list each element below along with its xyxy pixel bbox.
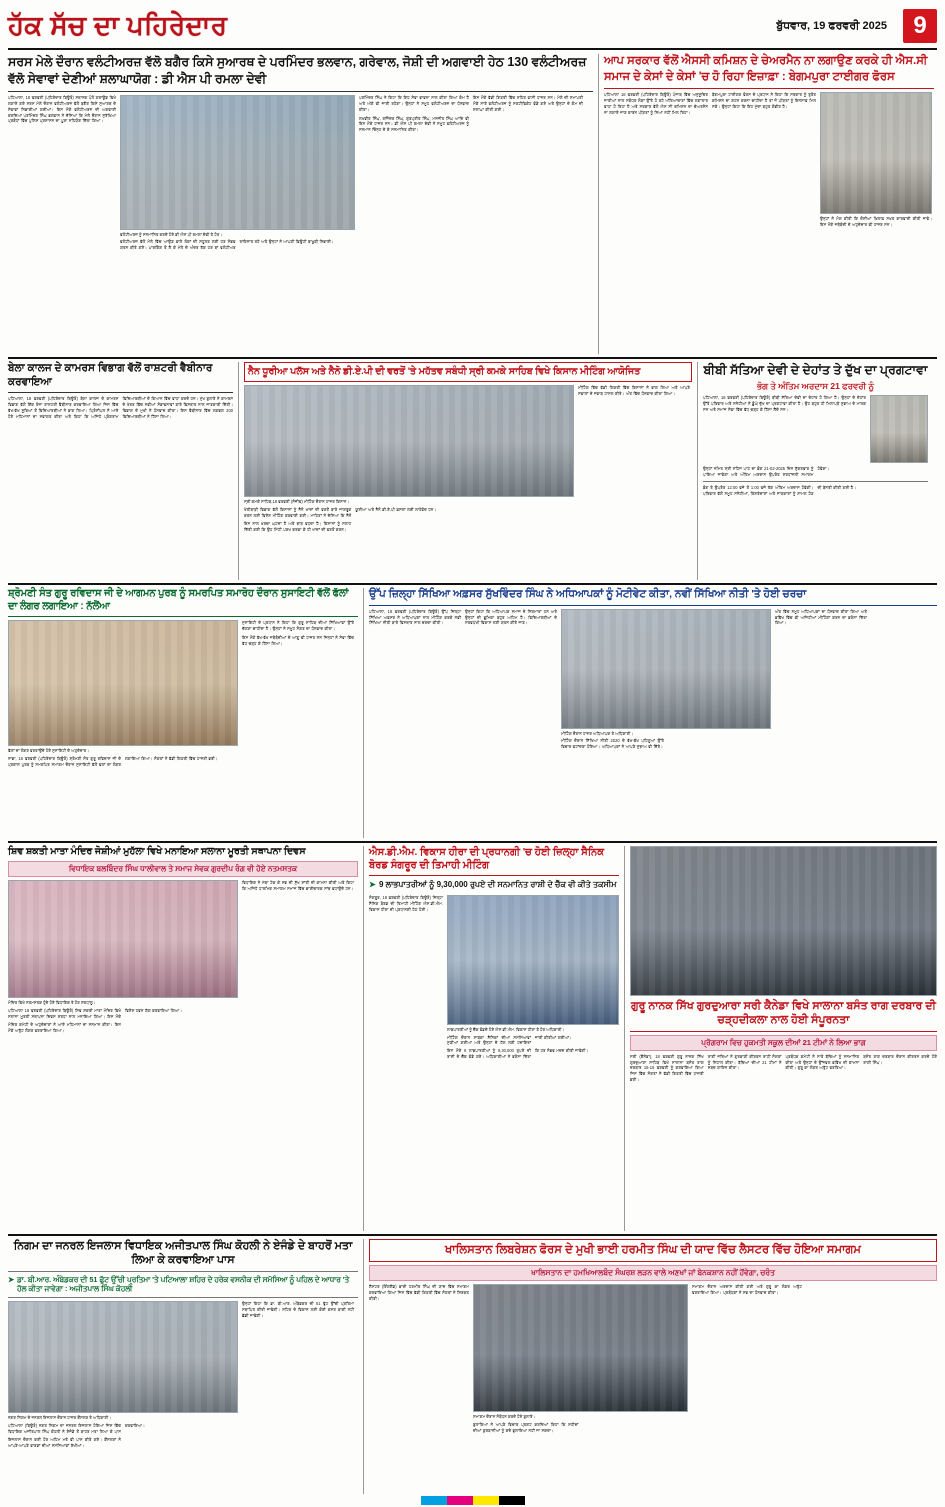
cmyk-color-bar (0, 1496, 945, 1505)
band-five (8, 1239, 937, 1494)
story-detail: ਉਨ੍ਹਾਂ ਨਮਿਤ ਸ੍ਰੀ ਸਹਿਜ ਪਾਠ ਦਾ ਭੋਗ 21-02-2025 ਦਿਨ ਸ਼ੁੱਕਰਵਾਰ ਨੂੰ ਪਾਇਆ ਜਾਵੇਗਾ ਅਤੇ ਅੰਤਿਮ ਅਰਦਾਸ ਉਪਰੰਤ ਸ਼ਰਧਾਂਜਲੀ ਸਮਾਗਮ ਹੋਵੇਗਾ। (703, 465, 830, 477)
dateline: ਬੁੱਧਵਾਰ, 19 ਫਰਵਰੀ 2025 (776, 19, 887, 32)
photo-caption: ਮੀਟਿੰਗ ਦੌਰਾਨ ਹਾਜ਼ਰ ਅਧਿਆਪਕ ਤੇ ਅਧਿਕਾਰੀ। (561, 730, 634, 736)
newspaper-logo: ਹੱਕ ਸੱਚ ਦਾ ਪਹਿਰੇਦਾਰ (8, 10, 228, 40)
color-swatch-magenta (447, 1496, 473, 1505)
story-headline: ਸਰਸ ਮੇਲੇ ਦੌਰਾਨ ਵਲੰਟੀਅਰਜ਼ ਵੱਲੋ ਬਗੈਰ ਕਿਸੇ ਸੁਆਰਥ ਦੇ ਪਰਮਿੰਦਰ ਭਲਵਾਨ, ਗਰੇਵਾਲ, ਜੋਸ਼ੀ ਦੀ ਅਗਵਾਈ ਹੇਠ 130 ਵਲੰਟੀਅਰਜ਼ ਵੱਲੋ ਸੇਵਾਵਾਂ ਦੇਣੀਆਂ ਸ਼ਲਾਘਾਯੋਗ : ਡੀ ਐਸ ਪੀ ਰਮਲਾ ਦੇਵੀ (8, 54, 593, 92)
story-body-col3: ਉਨ੍ਹਾਂ ਨੇ ਮੰਗ ਕੀਤੀ ਕਿ ਦੋਸ਼ੀਆਂ ਖ਼ਿਲਾਫ਼ ਸਖ਼ਤ ਕਾਰਵਾਈ ਕੀਤੀ ਜਾਵੇ। ਇਸ ਮੌਕੇ ਜਥੇਬੰਦੀ ਦੇ ਅਹੁਦੇਦਾਰ ਵੀ ਹਾਜ਼ਰ ਸਨ। (820, 216, 932, 227)
color-swatch-cyan (421, 1496, 447, 1505)
photo-caption: ਫੱਲਾਂ ਦਾ ਲੰਗਰ ਵਰਤਾਉਂਦੇ ਹੋਏ ਸੁਸਾਇਟੀ ਦੇ ਅਹੁਦੇਦਾਰ। (8, 748, 90, 754)
story-body-col3: ਪਰਮਿੰਦਰ ਸਿੰਘ ਨੇ ਕਿਹਾ ਕਿ ਇਹ ਸੇਵਾ ਭਾਵਨਾ ਨਾਲ ਕੀਤਾ ਗਿਆ ਕੰਮ ਹੈ ਅਤੇ ਅੱਗੇ ਵੀ ਜਾਰੀ ਰਹੇਗਾ। ਉਨ੍ਹਾਂ ਨੇ ਸਮੂਹ ਵਲੰਟੀਅਰਜ਼ ਦਾ ਧੰਨਵਾਦ ਕੀਤਾ। (359, 94, 469, 112)
story-body-col1: ਸਰੀ (ਕੈਨੇਡਾ), 18 ਫਰਵਰੀ ਗੁਰੂ ਨਾਨਕ ਸਿੱਖ ਗੁਰਦੁਆਰਾ ਸਾਹਿਬ ਵਿਖੇ ਸਾਲਾਨਾ ਬਸੰਤ ਰਾਗ ਦਰਬਾਰ 15-16 ਫਰਵਰੀ ਨੂੰ ਕਰਵਾਇਆ ਗਿਆ ਜਿਸ ਵਿੱਚ ਸੰਗਤਾਂ ਨੇ ਵੱਡੀ ਗਿਣਤੀ ਵਿੱਚ ਹਾਜ਼ਰੀ ਭਰੀ। (630, 1053, 704, 1083)
band-four (8, 846, 937, 1231)
story-body-col2: ਇਸ ਨਾਲ ਖ਼ਰਚਾ ਘਟਦਾ ਹੈ ਅਤੇ ਝਾੜ ਵਧਦਾ ਹੈ। ਕਿਸਾਨਾਂ ਨੂੰ ਸਲਾਹ ਦਿੱਤੀ ਗਈ ਕਿ ਉਹ ਮਿੱਟੀ ਪਰਖ ਕਰਵਾ ਕੇ ਹੀ ਖਾਦਾਂ ਦੀ ਵਰਤੋਂ ਕਰਨ। (244, 520, 352, 532)
story-headline: ਆਪ ਸਰਕਾਰ ਵੱਲੋਂ ਐਸਸੀ ਕਮਿਸ਼ਨ ਦੇ ਚੇਅਰਮੈਨ ਨਾ ਲਗਾਉਣ ਕਰਕੇ ਹੀ ਐਸ.ਸੀ ਸਮਾਜ ਦੇ ਕੇਸਾਂ ਦੇ ਕੇਸਾਂ 'ਚ ਹੋ ਰਿਹਾ ਇਜ਼ਾਫ਼ਾ : ਬੇਗਮਪੁਰਾ ਟਾਈਗਰ ਫੋਰਸ (604, 54, 934, 89)
story-subhead: ਖਾਲਿਸਤਾਨ ਦਾ ਹਮਖਿਆਲਬੰਦ ਸੰਘਰਸ਼ ਲੜਨ ਵਾਲੇ ਅਣਖਾਂ ਜਾਂ ਬੇਨਕਸ਼ਾਨ ਨਹੀਂ ਹੋਂਵੇਗਾ, ਚਰੰਤ (369, 1265, 937, 1281)
story-body-col1: ਪਟਿਆਲਾ, 18 ਫਰਵਰੀ (ਪਹਿਰੇਦਾਰ ਬਿਊਰੋ) ਉੱਪ ਜ਼ਿਲ੍ਹਾ ਸਿੱਖਿਆ ਅਫ਼ਸਰ ਨੇ ਅਧਿਆਪਕਾਂ ਨਾਲ ਮੀਟਿੰਗ ਕਰਕੇ ਨਵੀਂ ਸਿੱਖਿਆ ਨੀਤੀ ਬਾਰੇ ਵਿਸਥਾਰ ਨਾਲ ਚਰਚਾ ਕੀਤੀ। (369, 608, 461, 626)
story-subhead: ਭੋਗ ਤੇ ਅੰਤਿਮ ਅਰਦਾਸ 21 ਫਰਵਰੀ ਨੂੰ (756, 381, 875, 392)
story-body-col2: ਬੇਗਮਪੁਰਾ ਟਾਈਗਰ ਫੋਰਸ ਦੇ ਪ੍ਰਧਾਨ ਨੇ ਕਿਹਾ ਕਿ ਸਰਕਾਰ ਨੂੰ ਤੁਰੰਤ ਕਮਿਸ਼ਨ ਦਾ ਗਠਨ ਕਰਨਾ ਚਾਹੀਦਾ ਹੈ ਤਾਂ ਜੋ ਪੀੜਤਾਂ ਨੂੰ ਇਨਸਾਫ਼ ਮਿਲ ਸਕੇ। ਉਨ੍ਹਾਂ ਕਿਹਾ ਕਿ ਇਹ ਮੁੱਦਾ ਬਹੁਤ ਗੰਭੀਰ ਹੈ। (712, 92, 816, 109)
photo-caption: ਸਮਾਗਮ ਦੌਰਾਨ ਸੰਬੋਧਨ ਕਰਦੇ ਹੋਏ ਬੁਲਾਰੇ। (473, 1413, 536, 1419)
photo-caption: ਮੰਦਿਰ ਵਿਖੇ ਨਤਮਸਤਕ ਹੁੰਦੇ ਹੋਏ ਵਿਧਾਇਕ ਤੇ ਹੋਰ ਸ਼ਰਧਾਲੂ। (8, 1000, 96, 1006)
story-body-col3: ਸਮਾਗਮ ਦੌਰਾਨ ਅਰਦਾਸ ਕੀਤੀ ਗਈ ਅਤੇ ਗੁਰੂ ਕਾ ਲੰਗਰ ਅਤੁੱਟ ਵਰਤਾਇਆ ਗਿਆ। ਪ੍ਰਬੰਧਕਾਂ ਨੇ ਸਭ ਦਾ ਧੰਨਵਾਦ ਕੀਤਾ। (692, 1283, 802, 1295)
story-body-col2: ਵਲੰਟੀਅਰਜ਼ ਵੱਲੋਂ ਮੇਲੇ ਵਿੱਚ ਆਉਣ ਵਾਲੇ ਲੋਕਾਂ ਦੀ ਸਹੂਲਤ ਲਈ ਹਰ ਸੰਭਵ ਯਤਨ ਕੀਤੇ ਗਏ। ਪਾਰਕਿੰਗ ਤੋਂ ਲੈ ਕੇ ਮੇਲੇ ਦੇ ਅੰਦਰ ਤੱਕ ਹਰ ਥਾਂ ਵਲੰਟੀਅਰ ਤਾਇਨਾਤ ਰਹੇ ਅਤੇ ਉਨ੍ਹਾਂ ਨੇ ਆਪਣੀ ਡਿਊਟੀ ਬਾਖੂਬੀ ਨਿਭਾਈ। (120, 239, 334, 251)
obituary-portrait (870, 395, 928, 463)
photo-caption: ਵਲੰਟੀਅਰਜ਼ ਨੂੰ ਸਨਮਾਨਿਤ ਕਰਦੇ ਹੋਏ ਡੀ ਐਸ ਪੀ ਰਮਲਾ ਦੇਵੀ ਤੇ ਹੋਰ। (120, 231, 223, 237)
story-headline: ਸ਼ਿਵ ਸ਼ਕਤੀ ਮਾਤਾ ਮੰਦਿਰ ਜੋਸ਼ੀਆਂ ਮੁਹੱਲਾ ਵਿਖੇ ਮਨਾਇਆ ਸਲਾਨਾ ਮੂਰਤੀ ਸਥਾਪਨਾ ਦਿਵਸ (8, 846, 306, 857)
story-body-col2: ਰਾਗੀ ਜਥਿਆਂ ਨੇ ਗੁਰਬਾਣੀ ਕੀਰਤਨ ਰਾਹੀਂ ਸੰਗਤਾਂ ਨੂੰ ਨਿਹਾਲ ਕੀਤਾ। ਬੱਚਿਆਂ ਦੀਆਂ 21 ਟੀਮਾਂ ਨੇ ਸ਼ਬਦ ਗਾਇਨ ਕੀਤਾ। (707, 1053, 782, 1071)
story-body-col4: ਅੰਤ ਵਿੱਚ ਸਮੂਹ ਅਧਿਆਪਕਾਂ ਦਾ ਧੰਨਵਾਦ ਕੀਤਾ ਗਿਆ ਅਤੇ ਭਵਿੱਖ ਵਿੱਚ ਵੀ ਅਜਿਹੀਆਂ ਮੀਟਿੰਗਾਂ ਕਰਨ ਦਾ ਭਰੋਸਾ ਦਿੱਤਾ ਗਿਆ। (775, 608, 867, 626)
story-ravidas-langar (8, 588, 358, 838)
story-photo-samagam (473, 1284, 688, 1412)
story-body-col3: ਮੀਟਿੰਗ ਦੌਰਾਨ ਸਿੱਖਿਆ ਨੀਤੀ 2020 ਦੇ ਵੱਖ-ਵੱਖ ਪਹਿਲੂਆਂ ਉੱਤੇ ਵਿਚਾਰ ਵਟਾਂਦਰਾ ਹੋਇਆ। ਅਧਿਆਪਕਾਂ ਨੇ ਆਪਣੇ ਸੁਝਾਅ ਵੀ ਦਿੱਤੇ। (561, 738, 664, 750)
story-body-col3: ਮੰਦਿਰ ਕਮੇਟੀ ਦੇ ਅਹੁਦੇਦਾਰਾਂ ਨੇ ਆਏ ਮਹਿਮਾਨਾਂ ਦਾ ਸਨਮਾਨ ਕੀਤਾ। ਇਸ ਮੌਕੇ ਅਤੁੱਟ ਲੰਗਰ ਵਰਤਾਇਆ ਗਿਆ। (8, 1021, 121, 1033)
story-photo-darbar (630, 846, 937, 996)
story-body-col3: ਇਜਲਾਸ ਦੌਰਾਨ ਕਈ ਹੋਰ ਅਹਿਮ ਮਤੇ ਵੀ ਪਾਸ ਕੀਤੇ ਗਏ। ਕੌਂਸਲਰਾਂ ਨੇ ਆਪਣੇ-ਆਪਣੇ ਵਾਰਡਾਂ ਦੀਆਂ ਸਮੱਸਿਆਵਾਂ ਰੱਖੀਆਂ। (8, 1436, 121, 1448)
story-headline: ਉੱਪ ਜ਼ਿਲ੍ਹਾ ਸਿੱਖਿਆ ਅਫ਼ਸਰ ਸੁੱਖਵਿੰਦਰ ਸਿੰਘ ਨੇ ਅਧਿਆਪਕਾਂ ਨੂੰ ਮੋਟੀਵੇਟ ਕੀਤਾ, ਨਵੀਂ ਸਿੱਖਿਆ ਨੀਤੀ 'ਤੇ ਹੋਈ ਚਰਚਾ (369, 588, 937, 606)
story-body-col3: ਪ੍ਰਬੰਧਕ ਕਮੇਟੀ ਨੇ ਸਾਰੇ ਬੱਚਿਆਂ ਨੂੰ ਸਨਮਾਨਿਤ ਕੀਤਾ ਅਤੇ ਉਨ੍ਹਾਂ ਦੇ ਉੱਜਵਲ ਭਵਿੱਖ ਦੀ ਕਾਮਨਾ ਕੀਤੀ। ਗੁਰੂ ਕਾ ਲੰਗਰ ਅਤੁੱਟ ਵਰਤਿਆ। (785, 1053, 860, 1071)
photo-caption: ਨਗਰ ਨਿਗਮ ਦੇ ਜਨਰਲ ਇਜਲਾਸ ਦੌਰਾਨ ਹਾਜ਼ਰ ਕੌਂਸਲਰ ਤੇ ਅਧਿਕਾਰੀ। (8, 1415, 111, 1421)
story-volunteers (8, 54, 593, 354)
story-timing: ਭੋਗ ਤੇ ਉਪਰੰਤ 12:00 ਵਜੇ ਤੋਂ 1:00 ਵਜੇ ਤੱਕ ਅੰਤਿਮ ਅਰਦਾਸ ਹੋਵੇਗੀ। ਪਰਿਵਾਰ ਵੱਲੋਂ ਸਮੂਹ ਸਨੇਹੀਆਂ, ਰਿਸ਼ਤੇਦਾਰਾਂ ਅਤੇ ਜਾਣਕਾਰਾਂ ਨੂੰ ਸ਼ਾਮਲ ਹੋਣ ਦੀ ਬੇਨਤੀ ਕੀਤੀ ਗਈ ਹੈ। (703, 484, 856, 496)
story-sainik-board (363, 846, 625, 1231)
story-body-col1: ਪਟਿਆਲਾ 18 ਫਰਵਰੀ (ਪਹਿਰੇਦਾਰ ਬਿਊਰੋ) ਸ਼ਿਵ ਸ਼ਕਤੀ ਮਾਤਾ ਮੰਦਿਰ ਵਿਖੇ ਸਲਾਨਾ ਮੂਰਤੀ ਸਥਾਪਨਾ ਦਿਵਸ ਸ਼ਰਧਾ ਨਾਲ ਮਨਾਇਆ ਗਿਆ। ਇਸ ਮੌਕੇ ਵਿਸ਼ੇਸ਼ ਹਵਨ ਯੱਗ ਕਰਵਾਇਆ ਗਿਆ। (8, 1008, 183, 1019)
story-body-col1: ਪਟਿਆਲਾ (ਬਿਊਰੋ) ਨਗਰ ਨਿਗਮ ਦਾ ਜਨਰਲ ਇਜਲਾਸ ਹੋਇਆ ਜਿਸ ਵਿੱਚ ਵਿਧਾਇਕ ਅਜੀਤਪਾਲ ਸਿੰਘ ਕੋਹਲੀ ਨੇ ਏਜੰਡੇ ਤੋਂ ਬਾਹਰ ਮਤਾ ਲਿਆ ਕੇ ਪਾਸ ਕਰਵਾਇਆ। (8, 1423, 145, 1434)
photo-caption: ਸ੍ਰੀ ਕਮਕੇ ਸਾਹਿਬ,18 ਫਰਵਰੀ (ਸੰਜੀਵ) ਮੀਟਿੰਗ ਦੌਰਾਨ ਹਾਜ਼ਰ ਕਿਸਾਨ। (244, 499, 350, 505)
story-body-col1: ਨਾਭਾ, 18 ਫਰਵਰੀ (ਪਹਿਰੇਦਾਰ ਬਿਊਰੋ) ਸ਼੍ਰੋਮਣੀ ਸੰਤ ਗੁਰੂ ਰਵਿਦਾਸ ਜੀ ਦੇ ਪ੍ਰਕਾਸ਼ ਪੁਰਬ ਨੂੰ ਸਮਰਪਿਤ ਸਮਾਗਮ ਦੌਰਾਨ ਸੁਸਾਇਟੀ ਵੱਲੋਂ ਫਲਾਂ ਦਾ ਲੰਗਰ ਲਗਾਇਆ ਗਿਆ। ਸੰਗਤਾਂ ਨੇ ਵੱਡੀ ਗਿਣਤੀ ਵਿੱਚ ਹਾਜ਼ਰੀ ਭਰੀ। (8, 756, 218, 768)
story-headline: ਖਾਲਿਸਤਾਨ ਲਿਬਰੇਸ਼ਨ ਫੋਰਸ ਦੇ ਮੁਖੀ ਭਾਈ ਹਰਮੀਤ ਸਿੰਘ ਦੀ ਯਾਦ ਵਿੱਚ ਲੈਸਟਰ ਵਿੱਚ ਹੋਇਆ ਸਮਾਗਮ (445, 1244, 861, 1256)
story-headline: ਬੀਬੀ ਸੱਤਿਆ ਦੇਵੀ ਦੇ ਦੇਹਾਂਤ ਤੇ ਦੁੱਖ ਦਾ ਪ੍ਰਗਟਾਵਾ (703, 363, 928, 377)
story-body-col2: ਬੁਲਾਰਿਆਂ ਨੇ ਆਪਣੇ ਵਿਚਾਰ ਪ੍ਰਗਟ ਕਰਦਿਆਂ ਕਿਹਾ ਕਿ ਸ਼ਹੀਦਾਂ ਦੀਆਂ ਕੁਰਬਾਨੀਆਂ ਨੂੰ ਕਦੇ ਭੁਲਾਇਆ ਨਹੀਂ ਜਾ ਸਕਦਾ। (473, 1421, 579, 1433)
story-photo-meeting (244, 385, 574, 497)
story-headline: ਗੁਰੂ ਨਾਨਕ ਸਿੱਖ ਗੁਰਦੁਆਰਾ ਸਰੀ ਕੈਨੇਡਾ ਵਿਖੇ ਸਾਲਾਨਾ ਬਸੰਤ ਰਾਗ ਦਰਬਾਰ ਦੀ ਚੜ੍ਹਦੀਕਲਾ ਨਾਲ ਹੋਈ ਸੰਪੂਰਨਤਾ (630, 999, 937, 1032)
color-swatch-black (499, 1496, 525, 1505)
story-body-col2: ਵਿਧਾਇਕ ਨੇ ਮੱਥਾ ਟੇਕ ਕੇ ਸਭ ਦੀ ਸੁੱਖ ਸ਼ਾਂਤੀ ਦੀ ਕਾਮਨਾ ਕੀਤੀ ਅਤੇ ਕਿਹਾ ਕਿ ਅਜਿਹੇ ਧਾਰਮਿਕ ਸਮਾਗਮ ਸਮਾਜ ਵਿੱਚ ਭਾਈਚਾਰਕ ਸਾਂਝ ਵਧਾਉਂਦੇ ਹਨ। (242, 880, 354, 892)
story-body: ਪਟਿਆਲਾ, 18 ਫਰਵਰੀ (ਪਹਿਰੇਦਾਰ ਬਿਊਰੋ) ਬੀਬੀ ਸੱਤਿਆ ਦੇਵੀ ਦਾ ਦੇਹਾਂਤ ਹੋ ਗਿਆ ਹੈ। ਉਨ੍ਹਾਂ ਦੇ ਦੇਹਾਂਤ ਉੱਤੇ ਪਰਿਵਾਰ ਅਤੇ ਸਨੇਹੀਆਂ ਨੇ ਡੂੰਘੇ ਦੁੱਖ ਦਾ ਪ੍ਰਗਟਾਵਾ ਕੀਤਾ ਹੈ। ਉਹ ਬਹੁਤ ਹੀ ਮਿਲਾਪੜੇ ਸੁਭਾਅ ਦੇ ਮਾਲਕ ਸਨ ਅਤੇ ਸਮਾਜ ਸੇਵਾ ਵਿੱਚ ਵੱਧ ਚੜ੍ਹ ਕੇ ਹਿੱਸਾ ਲੈਂਦੇ ਸਨ। (703, 394, 866, 412)
story-photo-portrait (820, 92, 932, 214)
middle-band (8, 362, 937, 580)
story-subhead: ਪ੍ਰੋਗਰਾਮ ਵਿਚ ਹੁਕਮਤੀ ਸਕੂਲ ਦੀਆਂ 21 ਟੀਮਾਂ ਨੇ ਲਿਆ ਭਾਗ (630, 1035, 937, 1051)
story-photo-caption: ਬਸੰਤ ਰਾਗ ਦਰਬਾਰ ਦੌਰਾਨ ਕੀਰਤਨ ਕਰਦੇ ਹੋਏ ਰਾਗੀ ਸਿੰਘ। (863, 1053, 937, 1065)
story-bullet: ➤ ਡਾ. ਬੀ.ਆਰ. ਅੰਬੇਡਕਰ ਦੀ 51 ਫੁੱਟ ਉੱਚੀ ਪ੍ਰਤਿਮਾ 'ਤੇ ਪਟਿਆਲਾ ਸ਼ਹਿਰ ਦੇ ਹਰੇਕ ਵਸਨੀਕ ਦੀ ਸਮੱਸਿਆ ਨੂੰ ਪਹਿਲ ਦੇ ਆਧਾਰ 'ਤੇ ਹੱਲ ਕੀਤਾ ਜਾਵੇਗਾ : ਅਜੀਤਪਾਲ ਸਿੰਘ ਕੋਹਲੀ (8, 1274, 350, 1294)
story-bela-college (8, 362, 233, 580)
story-body-col3: ਮੀਟਿੰਗ ਵਿੱਚ ਵੱਡੀ ਗਿਣਤੀ ਵਿੱਚ ਕਿਸਾਨਾਂ ਨੇ ਭਾਗ ਲਿਆ ਅਤੇ ਆਪਣੇ ਸਵਾਲਾਂ ਦੇ ਜਵਾਬ ਹਾਸਲ ਕੀਤੇ। ਅੰਤ ਵਿੱਚ ਧੰਨਵਾਦ ਕੀਤਾ ਗਿਆ। (578, 385, 690, 397)
story-photo-cheque (447, 895, 619, 1025)
story-body-col1: ਖੇਤੀਬਾੜੀ ਵਿਭਾਗ ਵੱਲੋਂ ਕਿਸਾਨਾਂ ਨੂੰ ਨੈਨੋ ਖਾਦਾਂ ਦੀ ਵਰਤੋਂ ਬਾਰੇ ਜਾਗਰੂਕ ਕਰਨ ਲਈ ਵਿਸ਼ੇਸ਼ ਮੀਟਿੰਗ ਕਰਵਾਈ ਗਈ। ਮਾਹਿਰਾਂ ਨੇ ਦੱਸਿਆ ਕਿ ਨੈਨੋ ਯੂਰੀਆ ਅਤੇ ਨੈਨੋ ਡੀ.ਏ.ਪੀ ਫ਼ਸਲਾਂ ਲਈ ਲਾਹੇਵੰਦ ਹਨ। (244, 507, 437, 518)
story-photo-ijlas (8, 1301, 238, 1413)
story-shiv-shakti-temple (8, 846, 358, 1231)
story-bullet: ➤ 9 ਲਾਭਪਾਤਰੀਆਂ ਨੂੰ 9,30,000 ਰੁਪਏ ਦੀ ਸਨਮਾਨਿਤ ਰਾਸ਼ੀ ਦੇ ਚੈੱਕ ਵੀ ਕੀਤੇ ਤਕਸੀਮ (369, 880, 617, 889)
story-body-col2: ਉਨ੍ਹਾਂ ਕਿਹਾ ਕਿ ਅਧਿਆਪਕ ਸਮਾਜ ਦੇ ਨਿਰਮਾਤਾ ਹਨ ਅਤੇ ਉਨ੍ਹਾਂ ਦੀ ਭੂਮਿਕਾ ਬਹੁਤ ਅਹਿਮ ਹੈ। ਵਿਦਿਆਰਥੀਆਂ ਦੇ ਸਰਵਪੱਖੀ ਵਿਕਾਸ ਲਈ ਯਤਨ ਕੀਤੇ ਜਾਣ। (465, 608, 557, 626)
story-nano-urea (238, 362, 698, 580)
story-body-col4: ਲਖਵੀਰ ਸਿੰਘ, ਰਜਿੰਦਰ ਸਿੰਘ, ਗੁਰਪ੍ਰੀਤ ਸਿੰਘ, ਮਨਜੀਤ ਸਿੰਘ ਆਦਿ ਵੀ ਇਸ ਮੌਕੇ ਹਾਜ਼ਰ ਸਨ। ਡੀ ਐਸ ਪੀ ਰਮਲਾ ਦੇਵੀ ਨੇ ਸਮੂਹ ਵਲੰਟੀਅਰਜ਼ ਨੂੰ ਸਨਮਾਨ ਚਿੰਨ੍ਹ ਦੇ ਕੇ ਸਨਮਾਨਿਤ ਕੀਤਾ। (359, 115, 469, 133)
top-section (8, 54, 937, 354)
story-photo-temple (8, 880, 238, 998)
story-body-col1: ਲੈਸਟਰ (ਇੰਗਲੈਂਡ) ਭਾਈ ਹਰਮੀਤ ਸਿੰਘ ਦੀ ਯਾਦ ਵਿੱਚ ਸਮਾਗਮ ਕਰਵਾਇਆ ਗਿਆ ਜਿਸ ਵਿੱਚ ਵੱਡੀ ਗਿਣਤੀ ਵਿੱਚ ਸੰਗਤਾਂ ਨੇ ਸ਼ਿਰਕਤ ਕੀਤੀ। (369, 1283, 469, 1301)
bullet-icon: ➤ (369, 880, 376, 889)
story-nigam-ijlas (8, 1239, 358, 1494)
band-three (8, 588, 937, 838)
story-photo-group (120, 95, 355, 230)
story-body: ਪਟਿਆਲਾ, 18 ਫਰਵਰੀ (ਪਹਿਰੇਦਾਰ ਬਿਊਰੋ) ਬੇਲਾ ਕਾਲਜ ਦੇ ਕਾਮਰਸ ਵਿਭਾਗ ਵੱਲੋਂ ਇੱਕ ਰੋਜ਼ਾ ਰਾਸ਼ਟਰੀ ਵੈਬੀਨਾਰ ਕਰਵਾਇਆ ਗਿਆ ਜਿਸ ਵਿੱਚ ਵੱਖ-ਵੱਖ ਸੂਬਿਆਂ ਤੋਂ ਵਿਦਿਆਰਥੀਆਂ ਨੇ ਭਾਗ ਲਿਆ। ਪ੍ਰਿੰਸੀਪਲ ਨੇ ਆਏ ਹੋਏ ਮਹਿਮਾਨਾਂ ਦਾ ਸਵਾਗਤ ਕੀਤਾ ਅਤੇ ਕਿਹਾ ਕਿ ਅਜਿਹੇ ਪ੍ਰੋਗਰਾਮ ਵਿਦਿਆਰਥੀਆਂ ਦੇ ਗਿਆਨ ਵਿੱਚ ਵਾਧਾ ਕਰਦੇ ਹਨ। ਮੁੱਖ ਬੁਲਾਰੇ ਨੇ ਕਾਮਰਸ ਦੇ ਖੇਤਰ ਵਿੱਚ ਨਵੀਆਂ ਸੰਭਾਵਨਾਵਾਂ ਬਾਰੇ ਵਿਸਥਾਰ ਨਾਲ ਜਾਣਕਾਰੀ ਦਿੱਤੀ। ਵਿਭਾਗ ਦੇ ਮੁਖੀ ਨੇ ਧੰਨਵਾਦ ਕੀਤਾ। ਇਸ ਵੈਬੀਨਾਰ ਵਿੱਚ ਲਗਭਗ 200 ਵਿਦਿਆਰਥੀਆਂ ਨੇ ਹਿੱਸਾ ਲਿਆ। (8, 396, 233, 420)
story-headline: ਬੇਲਾ ਕਾਲਜ ਦੇ ਕਾਮਰਸ ਵਿਭਾਗ ਵੱਲੋਂ ਰਾਸ਼ਟਰੀ ਵੈਬੀਨਾਰ ਕਰਵਾਇਆ (8, 362, 233, 393)
story-surrey-gurdwara (630, 846, 937, 1231)
color-swatch-yellow (473, 1496, 499, 1505)
bullet-icon: ➤ (8, 1274, 15, 1284)
story-body-col1: ਪਟਿਆਲਾ 18 ਫਰਵਰੀ (ਪਹਿਰੇਦਾਰ ਬਿਊਰੋ) ਪੰਜਾਬ ਵਿੱਚ ਅਨੁਸੂਚਿਤ ਜਾਤੀਆਂ ਨਾਲ ਸਬੰਧਤ ਲੋਕਾਂ ਉੱਤੇ ਹੋ ਰਹੇ ਅੱਤਿਆਚਾਰਾਂ ਵਿੱਚ ਲਗਾਤਾਰ ਵਾਧਾ ਹੋ ਰਿਹਾ ਹੈ ਅਤੇ ਸਰਕਾਰ ਵੱਲੋਂ ਐਸ ਸੀ ਕਮਿਸ਼ਨ ਦਾ ਚੇਅਰਮੈਨ ਨਾ ਲਗਾਏ ਜਾਣ ਕਾਰਨ ਪੀੜਤਾਂ ਨੂੰ ਨਿਆਂ ਨਹੀਂ ਮਿਲ ਰਿਹਾ। (604, 92, 708, 115)
story-subhead: ਵਿਧਾਇਕ ਬਲਬਿੰਦਰ ਸਿੰਘ ਧਾਲੀਵਾਲ ਤੇ ਸਮਾਜ ਸੇਵਕ ਗੁਰਦੀਪ ਰੰਗ ਵੀ ਹੋਏ ਨਤਮਸਤਕ (8, 861, 358, 877)
story-obituary (703, 362, 928, 580)
story-headline: ਨੈਨ ਧੂਰੀਆ ਪਲੱਸ ਅਤੇ ਨੈਨੋ ਡੀ.ਏ.ਪੀ ਦੀ ਵਰਤੋਂ 'ਤੇ ਮਹੱਤਵ ਸਬੰਧੀ ਸ੍ਰੀ ਕਮਕੇ ਸਾਹਿਬ ਵਿਖੇ ਕਿਸਾਨ ਮੀਟਿੰਗ ਆਯੋਜਿਤ (248, 366, 641, 377)
story-body-col3: ਇਸ ਮੌਕੇ 9 ਲਾਭਪਾਤਰੀਆਂ ਨੂੰ 9,30,000 ਰੁਪਏ ਦੀ ਰਾਸ਼ੀ ਦੇ ਚੈੱਕ ਵੰਡੇ ਗਏ। ਅਧਿਕਾਰੀਆਂ ਨੇ ਭਰੋਸਾ ਦਿੱਤਾ ਕਿ ਹਰ ਸੰਭਵ ਮਦਦ ਕੀਤੀ ਜਾਵੇਗੀ। (447, 1048, 589, 1060)
story-body-col3: ਇਸ ਮੌਕੇ ਵੱਖ-ਵੱਖ ਜਥੇਬੰਦੀਆਂ ਦੇ ਆਗੂ ਵੀ ਹਾਜ਼ਰ ਸਨ ਜਿਨ੍ਹਾਂ ਨੇ ਸੇਵਾ ਵਿੱਚ ਵੱਧ ਚੜ੍ਹ ਕੇ ਹਿੱਸਾ ਲਿਆ। (242, 635, 354, 647)
story-headline: ਸ਼੍ਰੋਮਣੀ ਸੰਤ ਗੁਰੂ ਰਵਿਦਾਸ ਜੀ ਦੇ ਆਗਮਨ ਪੁਰਬ ਨੂੰ ਸਮਰਪਿਤ ਸਮਾਰੋਹ ਦੌਰਾਨ ਸੁਸਾਇਟੀ ਵੱਲੋਂ ਫੱਲਾਂ ਦਾ ਲੰਗਰ ਲਗਾਇਆ : ਨੱਲੋਂਆ (8, 588, 358, 617)
page-number: 9 (903, 9, 937, 43)
story-body-col1: ਸੰਗਰੂਰ, 18 ਫਰਵਰੀ (ਪਹਿਰੇਦਾਰ ਬਿਊਰੋ) ਜ਼ਿਲ੍ਹਾ ਸੈਨਿਕ ਬੋਰਡ ਦੀ ਤਿਮਾਹੀ ਮੀਟਿੰਗ ਐਸ.ਡੀ.ਐਮ. ਵਿਕਾਸ ਹੀਰਾ ਦੀ ਪ੍ਰਧਾਨਗੀ ਹੇਠ ਹੋਈ। (369, 894, 443, 912)
story-leicester-samagam (363, 1239, 937, 1494)
story-body-col2: ਮੀਟਿੰਗ ਦੌਰਾਨ ਸਾਬਕਾ ਸੈਨਿਕਾਂ ਦੀਆਂ ਸਮੱਸਿਆਵਾਂ ਸੁਣੀਆਂ ਗਈਆਂ ਅਤੇ ਉਨ੍ਹਾਂ ਦੇ ਹੱਲ ਲਈ ਹਦਾਇਤਾਂ ਜਾਰੀ ਕੀਤੀਆਂ ਗਈਆਂ। (447, 1034, 572, 1046)
story-headline: ਐਸ.ਡੀ.ਐਮ. ਵਿਕਾਸ ਹੀਰਾ ਦੀ ਪ੍ਰਧਾਨਗੀ 'ਚ ਹੋਈ ਜ਼ਿਲ੍ਹਾ ਸੈਨਿਕ ਬੋਰਡ ਸੰਗਰੂਰ ਦੀ ਤਿਮਾਹੀ ਮੀਟਿੰਗ (369, 846, 619, 876)
story-photo-langar (8, 620, 238, 746)
story-body-col2: ਸੁਸਾਇਟੀ ਦੇ ਪ੍ਰਧਾਨ ਨੇ ਕਿਹਾ ਕਿ ਗੁਰੂ ਸਾਹਿਬ ਦੀਆਂ ਸਿੱਖਿਆਵਾਂ ਉੱਤੇ ਚੱਲਣਾ ਚਾਹੀਦਾ ਹੈ। ਉਨ੍ਹਾਂ ਨੇ ਸਮੂਹ ਸੰਗਤ ਦਾ ਧੰਨਵਾਦ ਕੀਤਾ। (242, 620, 354, 632)
story-sc-commission (598, 54, 934, 354)
story-education-officer (363, 588, 937, 838)
masthead (8, 6, 937, 50)
story-headline: ਨਿਗਮ ਦਾ ਜਨਰਲ ਇਜਲਾਸ ਵਿਧਾਇਕ ਅਜੀਤਪਾਲ ਸਿੰਘ ਕੋਹਲੀ ਨੇ ਏਜੰਡੇ ਦੇ ਬਾਹਰੋਂ ਮਤਾ ਲਿਆ ਕੇ ਕਰਵਾਇਆ ਪਾਸ (13, 1240, 353, 1267)
story-body-col1: ਪਟਿਆਲਾ, 18 ਫਰਵਰੀ (ਪਹਿਰੇਦਾਰ ਬਿਊਰੋ) ਸਥਾਨਕ ਪੋਲੋ ਗਰਾਊਂਡ ਵਿਖੇ ਲਗਾਏ ਗਏ ਸਰਸ ਮੇਲੇ ਦੌਰਾਨ ਵਲੰਟੀਅਰਜ਼ ਵੱਲੋਂ ਬਗੈਰ ਕਿਸੇ ਸੁਆਰਥ ਦੇ ਸੇਵਾਵਾਂ ਨਿਭਾਈਆਂ ਗਈਆਂ। ਇਸ ਮੌਕੇ ਵਲੰਟੀਅਰਜ਼ ਦੀ ਅਗਵਾਈ ਕਰਦਿਆਂ ਪਰਮਿੰਦਰ ਸਿੰਘ ਭਲਵਾਨ ਨੇ ਦੱਸਿਆ ਕਿ ਮੇਲੇ ਦੌਰਾਨ ਸੁਰੱਖਿਆ ਪ੍ਰਬੰਧਾਂ ਵਿੱਚ ਪੁਲਿਸ ਪ੍ਰਸ਼ਾਸਨ ਦਾ ਪੂਰਾ ਸਹਿਯੋਗ ਦਿੱਤਾ ਗਿਆ। (8, 94, 116, 124)
story-photo-teachers (561, 609, 771, 729)
story-body-col2: ਉਨ੍ਹਾਂ ਕਿਹਾ ਕਿ ਡਾ. ਬੀ.ਆਰ. ਅੰਬੇਡਕਰ ਦੀ 51 ਫੁੱਟ ਉੱਚੀ ਪ੍ਰਤਿਮਾ ਸਥਾਪਿਤ ਕੀਤੀ ਜਾਵੇਗੀ। ਸ਼ਹਿਰ ਦੇ ਵਿਕਾਸ ਲਈ ਕੋਈ ਕਸਰ ਬਾਕੀ ਨਹੀਂ ਛੱਡੀ ਜਾਵੇਗੀ। (242, 1301, 354, 1319)
story-body-col5: ਇਸ ਮੌਕੇ ਵੱਡੀ ਗਿਣਤੀ ਵਿੱਚ ਸ਼ਹਿਰ ਵਾਸੀ ਹਾਜ਼ਰ ਸਨ। ਮੇਲੇ ਦੀ ਸਮਾਪਤੀ ਮੌਕੇ ਸਾਰੇ ਵਲੰਟੀਅਰਜ਼ ਨੂੰ ਸਰਟੀਫਿਕੇਟ ਵੰਡੇ ਗਏ ਅਤੇ ਉਨ੍ਹਾਂ ਦੇ ਕੰਮ ਦੀ ਸ਼ਲਾਘਾ ਕੀਤੀ ਗਈ। (473, 94, 583, 112)
photo-caption: ਲਾਭਪਾਤਰੀਆਂ ਨੂੰ ਚੈੱਕ ਵੰਡਦੇ ਹੋਏ ਐਸ.ਡੀ.ਐਮ. ਵਿਕਾਸ ਹੀਰਾ ਤੇ ਹੋਰ ਅਧਿਕਾਰੀ। (447, 1026, 565, 1032)
